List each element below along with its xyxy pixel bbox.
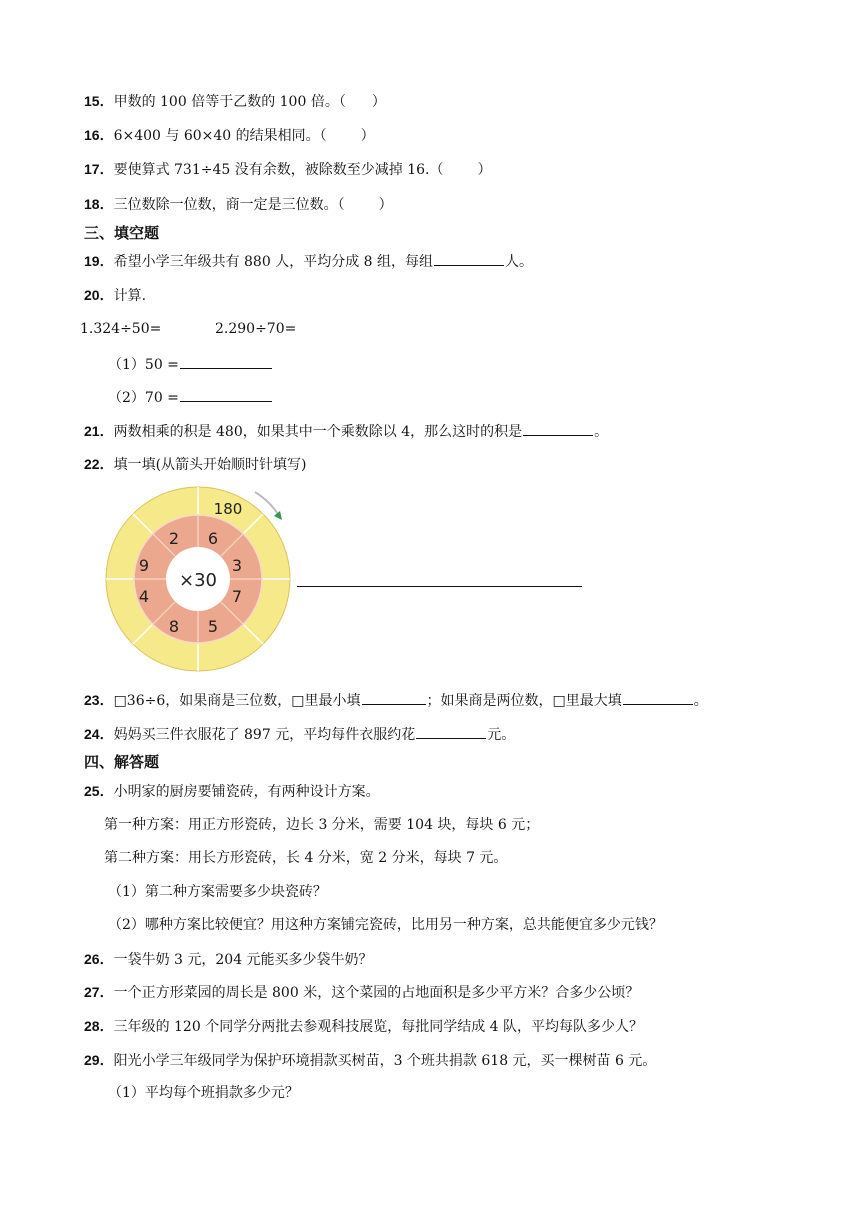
answer-blank[interactable]	[523, 421, 593, 436]
question-number: 20．	[84, 287, 114, 303]
question-text: 一个正方形菜园的周长是 800 米，这个菜园的占地面积是多少平方米？合多少公顷？	[113, 985, 640, 1001]
wheel-figure	[103, 486, 293, 672]
question-text: 要使算式 731÷45 没有余数，被除数至少减掉 16.（	[113, 162, 444, 178]
section-heading-fill-in: 三、填空题	[84, 224, 160, 242]
answer-blank[interactable]	[362, 690, 426, 705]
question-number: 23．	[84, 692, 114, 708]
question-number: 17．	[84, 161, 114, 177]
section-heading-solve: 四、解答题	[84, 753, 160, 771]
question-text: 三年级的 120 个同学分两批去参观科技展览，每批同学结成 4 队，平均每队多少人？	[113, 1019, 644, 1035]
question-number: 24．	[84, 726, 114, 742]
question-number: 22．	[84, 456, 114, 472]
question-text: 小明家的厨房要铺瓷砖，有两种设计方案。	[113, 784, 380, 800]
question-27	[84, 982, 639, 1003]
question-29	[84, 1050, 656, 1071]
question-19	[84, 251, 533, 272]
paren-close: ）	[378, 197, 393, 213]
calc-2: 2.290÷70=	[215, 321, 297, 337]
question-text-after: 元。	[487, 727, 516, 743]
calc-1: 1.324÷50=	[80, 321, 162, 337]
question-text: 希望小学三年级共有 880 人，平均分成 8 组，每组	[113, 254, 434, 270]
wheel-top-label: 180	[213, 500, 243, 518]
question-number: 29．	[84, 1052, 114, 1068]
question-text: 填一填(从箭头开始顺时针填写)	[113, 457, 307, 473]
paren-close: ）	[371, 94, 386, 110]
multiplication-wheel	[103, 486, 293, 672]
question-text: 一袋牛奶 3 元，204 元能买多少袋牛奶？	[113, 952, 373, 968]
question-text: □36÷6，如果商是三位数，□里最小填	[113, 693, 361, 709]
calc-sub-label: （2）70 =	[108, 390, 179, 406]
question-26	[84, 949, 373, 970]
plan-1: 第一种方案：用正方形瓷砖，边长 3 分米，需要 104 块，每块 6 元；	[104, 817, 540, 833]
question-text: 计算.	[113, 288, 147, 304]
calc-sub-2	[108, 387, 273, 408]
wheel-inner-number: 6	[207, 529, 219, 548]
wheel-inner-number: 3	[231, 556, 243, 575]
question-20	[84, 285, 146, 306]
question-16	[84, 125, 375, 146]
question-text-after: 。	[594, 424, 609, 440]
answer-blank[interactable]	[416, 724, 486, 739]
paren-close: ）	[477, 162, 492, 178]
question-24	[84, 724, 515, 745]
answer-blank[interactable]	[434, 251, 504, 266]
question-number: 26．	[84, 951, 114, 967]
question-number: 25．	[84, 783, 114, 799]
arrow-head-icon	[274, 511, 282, 520]
question-text: 阳光小学三年级同学为保护环境捐款买树苗，3 个班共捐款 618 元，买一棵树苗 6 元。	[113, 1053, 657, 1069]
question-text: 两数相乘的积是 480，如果其中一个乘数除以 4，那么这时的积是	[113, 424, 523, 440]
question-text: 6×400 与 60×40 的结果相同。（	[113, 128, 327, 144]
question-number: 28．	[84, 1018, 114, 1034]
calc-sub-label: （1）50 =	[108, 357, 179, 373]
wheel-inner-number: 2	[168, 529, 180, 548]
wheel-inner-number: 8	[168, 617, 180, 636]
answer-blank[interactable]	[180, 387, 272, 402]
question-text: 三位数除一位数，商一定是三位数。（	[113, 197, 345, 213]
answer-blank-wheel[interactable]	[297, 586, 582, 587]
question-28	[84, 1016, 643, 1037]
sub-question: （1）第二种方案需要多少块瓷砖？	[108, 884, 327, 900]
wheel-inner-number: 4	[138, 587, 150, 606]
answer-blank[interactable]	[623, 690, 693, 705]
plan-2: 第二种方案：用长方形瓷砖，长 4 分米，宽 2 分米，每块 7 元。	[104, 850, 508, 866]
question-18	[84, 194, 393, 215]
question-text: 甲数的 100 倍等于乙数的 100 倍。（	[113, 94, 346, 110]
question-number: 19．	[84, 253, 114, 269]
calc-sub-1	[108, 354, 273, 375]
question-number: 16．	[84, 127, 114, 143]
question-number: 15．	[84, 93, 114, 109]
answer-blank[interactable]	[180, 354, 272, 369]
question-17	[84, 159, 491, 180]
wheel-center-label: ×30	[179, 570, 217, 591]
question-25	[84, 781, 380, 802]
question-text: ；如果商是两位数，□里最大填	[426, 693, 622, 709]
question-23	[84, 690, 708, 711]
question-number: 18．	[84, 196, 114, 212]
question-number: 21．	[84, 423, 114, 439]
question-22	[84, 454, 307, 475]
wheel-inner-number: 9	[138, 556, 150, 575]
question-text-after: 。	[693, 693, 708, 709]
question-21	[84, 421, 608, 442]
question-text-after: 人。	[505, 254, 534, 270]
question-text: 妈妈买三件衣服花了 897 元，平均每件衣服约花	[113, 727, 416, 743]
sub-question: （2）哪种方案比较便宜？用这种方案铺完瓷砖，比用另一种方案，总共能便宜多少元钱？	[108, 917, 663, 933]
paren-close: ）	[360, 128, 375, 144]
question-15	[84, 91, 386, 112]
wheel-inner-number: 7	[231, 587, 243, 606]
question-number: 27．	[84, 984, 114, 1000]
wheel-inner-number: 5	[207, 617, 219, 636]
sub-question: （1）平均每个班捐款多少元？	[108, 1085, 299, 1101]
